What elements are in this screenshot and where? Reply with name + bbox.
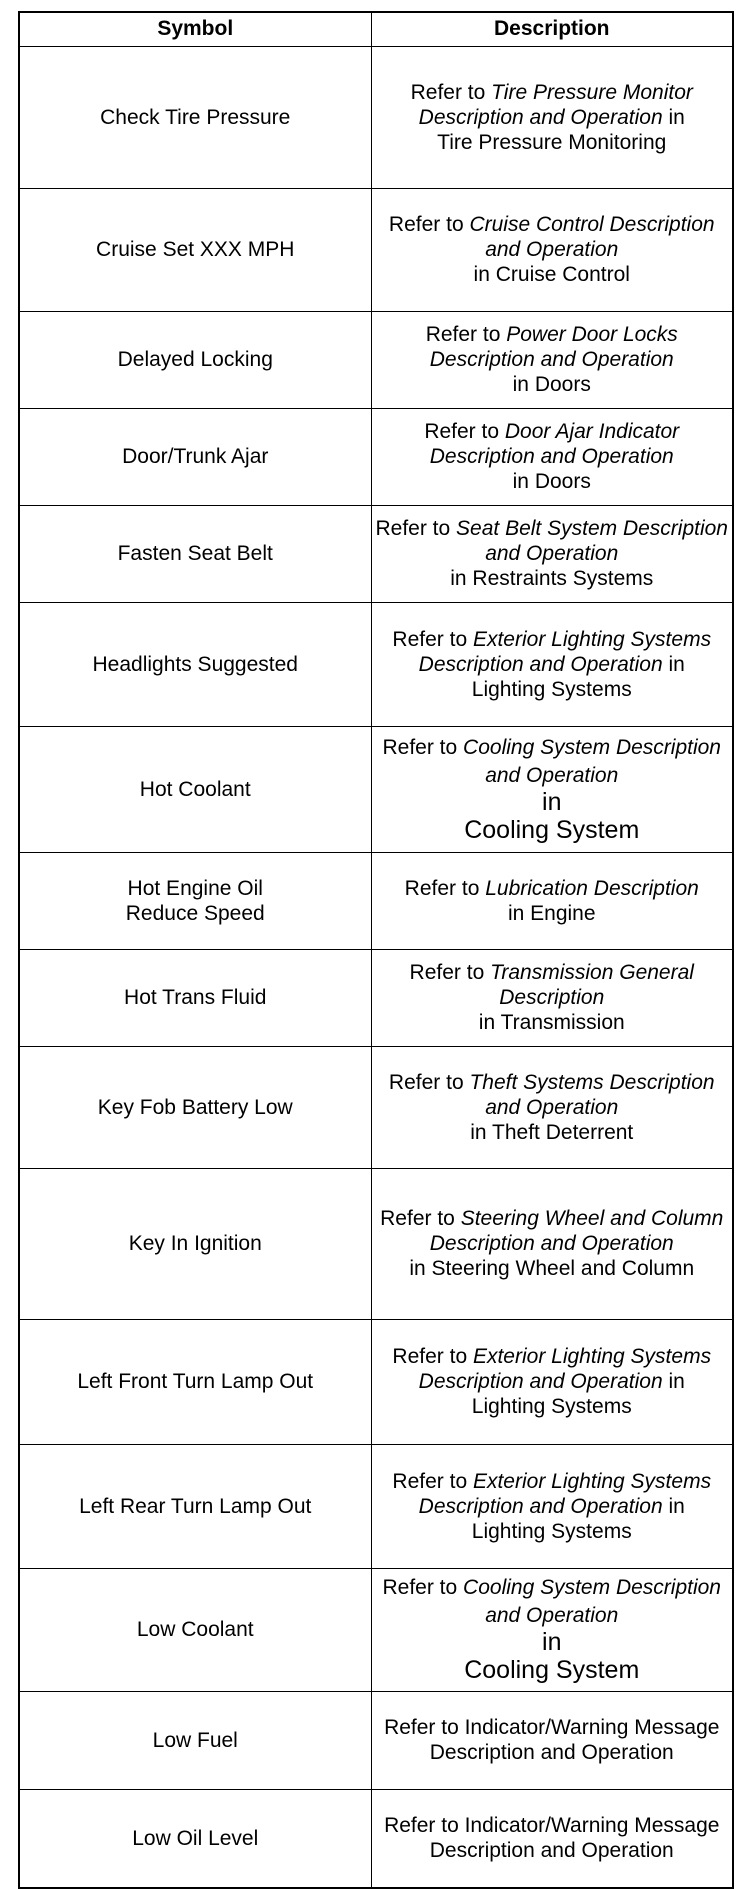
description-location: in Cruise Control <box>473 263 630 286</box>
description-reference-title: Power Door Locks Description and Operation <box>429 323 678 371</box>
table-row <box>19 852 733 949</box>
description-cell <box>371 408 733 505</box>
description-cell <box>371 1444 733 1568</box>
description-prefix: Refer to <box>392 1469 473 1493</box>
symbol-cell: Left Rear Turn Lamp Out <box>19 1444 371 1568</box>
description-cell <box>371 505 733 602</box>
description-location: in Steering Wheel and Column <box>409 1257 695 1280</box>
table-row <box>19 602 733 726</box>
description-cell <box>371 1568 733 1691</box>
header-symbol: Symbol <box>19 12 371 46</box>
description-cell <box>371 1168 733 1319</box>
description-prefix: Refer to <box>392 1345 473 1368</box>
description-cell <box>371 188 733 311</box>
table-row <box>19 1444 733 1568</box>
table-row <box>19 408 733 505</box>
description-cell <box>371 1319 733 1444</box>
description-location: in Lighting Systems <box>471 1494 685 1543</box>
symbol-cell: Headlights Suggested <box>19 602 371 726</box>
description-location: in Tire Pressure Monitoring <box>437 105 685 154</box>
description-reference-title: Lubrication Description <box>485 876 699 900</box>
symbol-cell: Low Oil Level <box>19 1789 371 1888</box>
symbol-cell: Check Tire Pressure <box>19 46 371 188</box>
table-row <box>19 505 733 602</box>
symbol-cell: Door/Trunk Ajar <box>19 408 371 505</box>
description-location: in Doors <box>512 470 591 493</box>
description-prefix: Refer to <box>425 323 507 346</box>
table-body <box>19 46 733 1888</box>
symbol-cell: Fasten Seat Belt <box>19 505 371 602</box>
table-row <box>19 1568 733 1691</box>
description-prefix: Refer to <box>382 735 464 759</box>
description-prefix: Refer to <box>404 876 486 900</box>
table-row <box>19 726 733 852</box>
description-location: in Engine <box>507 901 596 925</box>
description-location: in Doors <box>512 373 591 396</box>
description-reference-title: Exterior Lighting Systems Description and Operation <box>418 627 712 676</box>
description-cell <box>371 1046 733 1168</box>
header-description: Description <box>371 12 733 46</box>
symbol-cell: Low Fuel <box>19 1691 371 1789</box>
description-location: in Lighting Systems <box>471 1370 685 1418</box>
description-reference-title: Exterior Lighting Systems Description and Operation <box>418 1469 712 1518</box>
table-row <box>19 1168 733 1319</box>
description-prefix: Refer to <box>375 517 457 540</box>
table-row <box>19 949 733 1046</box>
symbol-cell: Hot Engine Oil Reduce Speed <box>19 852 371 949</box>
symbol-cell: Key In Ignition <box>19 1168 371 1319</box>
description-cell <box>371 602 733 726</box>
description-reference-title: Transmission General Description <box>490 961 694 1009</box>
symbol-description-table <box>18 11 734 1889</box>
description-reference-title: Exterior Lighting Systems Description and Operation <box>418 1345 712 1393</box>
description-prefix: Refer to <box>388 213 470 236</box>
description-cell <box>371 726 733 852</box>
description-prefix: Refer to <box>409 961 491 984</box>
description-prefix: Refer to Indicator/Warning Message Description and Operation <box>384 1716 720 1764</box>
description-location: in Transmission <box>478 1011 625 1034</box>
table-row <box>19 188 733 311</box>
symbol-cell: Low Coolant <box>19 1568 371 1691</box>
description-reference-title: Cooling System Description and Operation <box>463 1576 721 1627</box>
symbol-cell: Key Fob Battery Low <box>19 1046 371 1168</box>
symbol-cell: Cruise Set XXX MPH <box>19 188 371 311</box>
description-location: in Restraints Systems <box>450 567 654 590</box>
table-row <box>19 1319 733 1444</box>
description-prefix: Refer to <box>424 420 505 443</box>
description-location: in Cooling System <box>464 1628 640 1684</box>
description-cell <box>371 1691 733 1789</box>
description-prefix: Refer to <box>388 1070 470 1094</box>
description-location: in Lighting Systems <box>471 652 685 701</box>
symbol-cell: Delayed Locking <box>19 311 371 408</box>
description-location: in Cooling System <box>464 787 640 844</box>
description-cell <box>371 1789 733 1888</box>
symbol-cell: Hot Trans Fluid <box>19 949 371 1046</box>
header-row <box>19 12 733 46</box>
description-reference-title: Theft Systems Description and Operation <box>469 1070 715 1119</box>
description-reference-title: Cruise Control Description and Operation <box>469 213 715 261</box>
description-reference-title: Door Ajar Indicator Description and Operation <box>429 420 680 468</box>
symbol-cell: Left Front Turn Lamp Out <box>19 1319 371 1444</box>
table-row <box>19 46 733 188</box>
table-row <box>19 1691 733 1789</box>
description-cell <box>371 949 733 1046</box>
description-reference-title: Seat Belt System Description and Operation <box>456 517 728 565</box>
description-reference-title: Cooling System Description and Operation <box>463 735 721 787</box>
description-cell <box>371 852 733 949</box>
table-row <box>19 1789 733 1888</box>
description-prefix: Refer to <box>392 627 473 651</box>
description-reference-title: Steering Wheel and Column Description and Operation <box>429 1207 724 1255</box>
description-reference-title: Tire Pressure Monitor Description and Operation <box>418 80 693 129</box>
description-prefix: Refer to <box>380 1207 461 1230</box>
description-prefix: Refer to <box>410 80 492 104</box>
table-row <box>19 1046 733 1168</box>
symbol-cell: Hot Coolant <box>19 726 371 852</box>
description-prefix: Refer to <box>382 1576 464 1599</box>
description-location: in Theft Deterrent <box>470 1120 634 1144</box>
description-cell <box>371 46 733 188</box>
description-prefix: Refer to Indicator/Warning Message Description and Operation <box>384 1814 720 1863</box>
table-row <box>19 311 733 408</box>
description-cell <box>371 311 733 408</box>
